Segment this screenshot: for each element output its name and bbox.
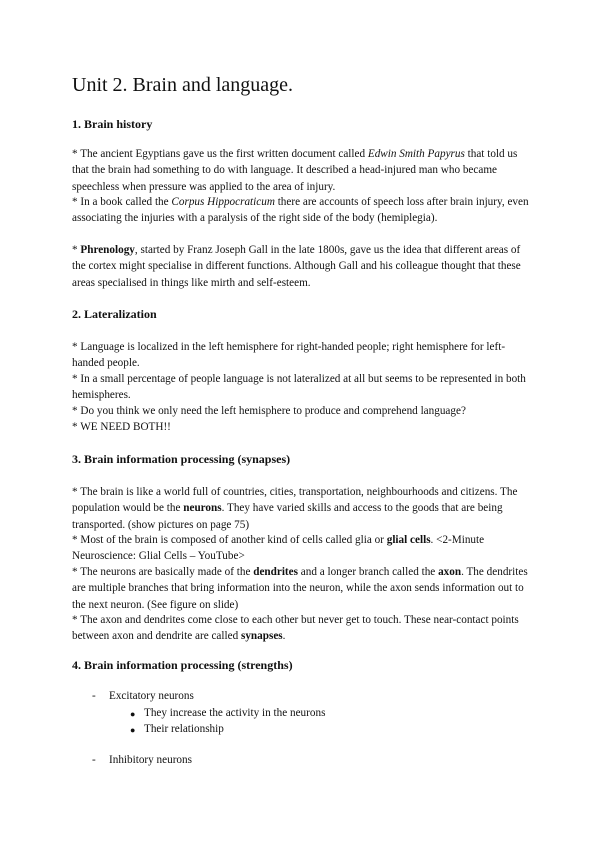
paragraph-small-percentage: * In a small percentage of people language is not lateralized at all but seems to be represented in both hemispheres.	[72, 373, 526, 402]
paragraph-corpus-hippocraticum	[72, 194, 532, 227]
text-run: . They have varied skills and access to the goods that are being transported. (show pictures on page 75)	[72, 502, 503, 531]
dash-marker: -	[92, 690, 96, 702]
italic-title-edwin-smith-papyrus: Edwin Smith Papyrus	[367, 148, 465, 160]
paragraph-phrenology	[72, 242, 532, 291]
text-run: * In a book called the	[72, 196, 172, 208]
bold-term-synapses: synapses	[240, 630, 283, 643]
section-heading-synapses: 3. Brain information processing (synapses)	[72, 452, 291, 466]
section-heading-strengths: 4. Brain information processing (strengths)	[72, 658, 293, 672]
sublist-item-relationship: Their relationship	[144, 723, 224, 735]
bold-term-dendrites: dendrites	[253, 566, 298, 578]
text-run: , started by Franz Joseph Gall in the late 1800s, gave us the idea that different areas of the cortex might specialise in different functions. Although Gall and his colleague thought that these areas specialised in things like mirth and self-esteem.	[72, 244, 521, 289]
dash-marker: -	[92, 754, 96, 766]
text-run: * The ancient Egyptians gave us the first written document called	[72, 148, 368, 160]
paragraph-language-localized: * Language is localized in the left hemisphere for right-handed people; right hemisphere for left-handed people.	[72, 341, 506, 370]
list-item-excitatory: Excitatory neurons	[109, 690, 194, 702]
text-run: * The brain is like a world full of countries, cities, transportation, neighbourhoods and citizens. The population would be the	[72, 486, 518, 515]
section-heading-lateralization: 2. Lateralization	[72, 307, 157, 321]
sublist-item-increase-activity: They increase the activity in the neurons	[144, 707, 326, 719]
paragraph-glial-cells	[72, 532, 532, 565]
list-item-inhibitory: Inhibitory neurons	[109, 754, 192, 766]
bold-term-axon: axon	[438, 566, 462, 578]
bold-term-neurons: neurons	[183, 502, 222, 515]
page-title: Unit 2. Brain and language.	[72, 74, 294, 96]
text-run: there are accounts of speech loss after brain injury, even associating the injuries with a paralysis of the right side of the body (hemiplegia).	[72, 196, 529, 225]
text-run: * Most of the brain is composed of another kind of cells called glia or	[72, 534, 387, 546]
paragraph-synapses	[72, 612, 532, 645]
paragraph-dendrites-axon	[72, 564, 532, 613]
paragraph-we-need-both: * WE NEED BOTH!!	[72, 421, 171, 433]
text-run: . <2-Minute Neuroscience: Glial Cells – YouTube>	[72, 534, 485, 563]
text-run: * The axon and dendrites come close to each other but never get to touch. These near-contact points between axon and dendrite are called	[72, 614, 519, 643]
text-run: *	[72, 244, 81, 256]
text-run: .	[282, 630, 286, 643]
text-run: * The neurons are basically made of the	[72, 566, 254, 578]
text-run: . The dendrites are multiple branches that bring information into the neuron, while the axon sends information out to the next neuron. (See figure on slide)	[72, 566, 528, 611]
paragraph-question: * Do you think we only need the left hemisphere to produce and comprehend language?	[72, 405, 466, 417]
bullet-marker: ●	[130, 725, 136, 735]
text-run: that told us that the brain had something to do with language. It described a head-injured man who became speechless when pressure was applied to the area of injury.	[72, 148, 518, 193]
paragraph-brain-world	[72, 484, 532, 533]
bullet-marker: ●	[130, 709, 136, 719]
paragraph-egyptians	[72, 146, 532, 195]
bold-term-phrenology: Phrenology	[80, 244, 135, 256]
section-heading-brain-history: 1. Brain history	[72, 117, 153, 131]
bold-term-glial-cells: glial cells	[386, 534, 431, 546]
italic-title-corpus-hippocraticum: Corpus Hippocraticum	[171, 196, 275, 208]
text-run: and a longer branch called the	[297, 566, 439, 578]
